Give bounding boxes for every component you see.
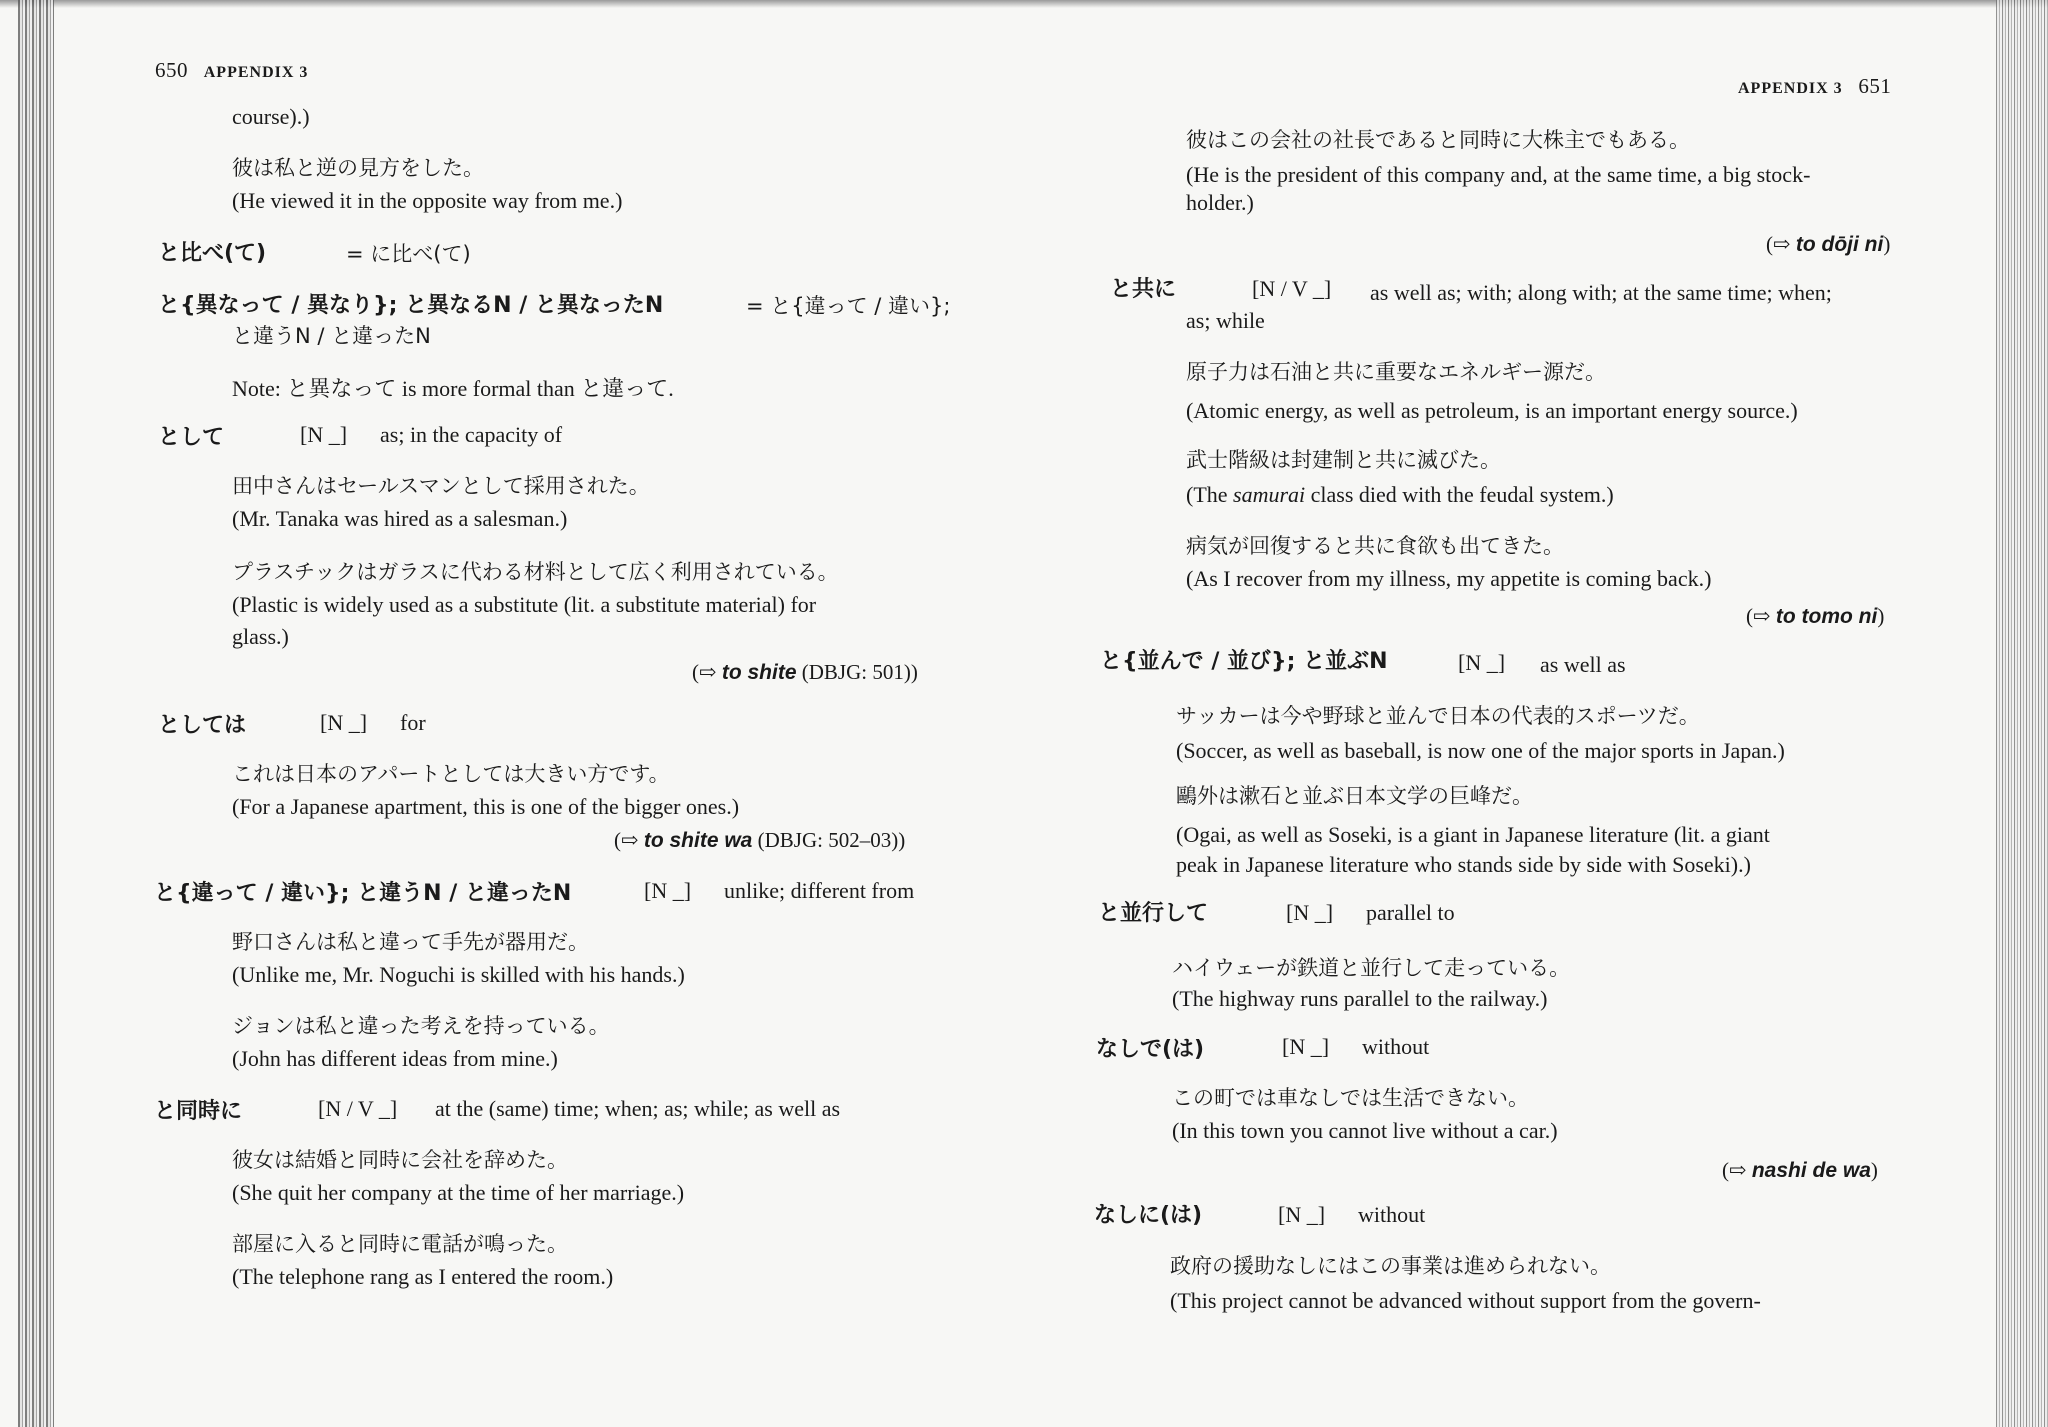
entry-gloss-narande: as well as [1540,652,1626,677]
entry-pattern-tomoni: [N / V _] [1252,276,1332,301]
top-continuation-text: course).) [232,104,310,129]
cross-reference [1766,232,1890,257]
example-jp: 彼は私と逆の見方をした。 [232,156,484,180]
example-jp: 彼女は結婚と同時に会社を辞めた。 [232,1148,568,1172]
example-en: (The telephone rang as I entered the room.) [232,1264,614,1289]
entry-head-chigatte: と{違って / 違い}; と違うN / と違ったN [154,881,572,906]
example-en: (He is the president of this company and, at the same time, a big stock- [1186,162,1811,187]
example-en: (The highway runs parallel to the railway.) [1172,986,1548,1011]
ref-rest: (DBJG: 502–03)) [752,828,906,852]
entry-head-doujini: と同時に [154,1099,243,1124]
entry-head-nashiniwa: なしに(は) [1094,1203,1203,1228]
entry-head-tomoni: と共に [1110,277,1177,302]
example-en-cont: holder.) [1186,190,1254,215]
entry-pattern-toshitewa: [N _] [320,710,368,735]
ref-romaji: to dōji ni [1795,233,1884,256]
example-jp: サッカーは今や野球と並んで日本の代表的スポーツだ。 [1176,704,1700,728]
entry-head-kurabete: と比べ(て) [158,241,267,266]
left-page-number: 650 [155,58,188,82]
entry-pattern-chigatte: [N _] [644,878,692,903]
ref-rest: ) [1877,604,1885,628]
entry-gloss-tomoni: as well as; with; along with; at the same time; when; [1370,280,1832,305]
entry-note-kotonatte: Note: と異なって is more formal than と違って. [232,376,674,401]
example-en-cont: glass.) [232,624,289,649]
entry-head-toshitewa: としては [158,713,247,738]
cross-reference [692,660,918,685]
example-en-italic: samurai [1233,482,1306,507]
ref-rest: ) [1883,232,1891,256]
left-running-head [155,58,308,83]
entry-gloss-nashidewa: without [1362,1034,1430,1059]
example-en [1186,482,1614,508]
entry-head-toshite: として [158,425,225,450]
entry-gloss-toshite: as; in the capacity of [380,422,563,447]
right-running-head [1738,74,1891,99]
entry-gloss-doujini: at the (same) time; when; as; while; as well as [435,1096,841,1121]
entry-cross-kotonatte-line2: と違うN / と違ったN [232,324,431,348]
example-en: (Plastic is widely used as a substitute (lit. a substitute material) for [232,592,817,617]
entry-head-narande: と{並んで / 並び}; と並ぶN [1100,649,1388,674]
entry-gloss-chigatte: unlike; different from [724,878,915,903]
example-jp: 政府の援助なしにはこの事業は進められない。 [1170,1254,1611,1278]
entry-head-heikoushite: と並行して [1098,901,1209,926]
entry-pattern-nashiniwa: [N _] [1278,1202,1326,1227]
entry-head-kotonatte: と{異なって / 異なり}; と異なるN / と異なったN [158,293,664,318]
left-running-head-label: APPENDIX 3 [203,64,309,81]
ref-romaji: to shite [721,661,797,684]
entry-gloss-toshitewa: for [400,710,426,735]
example-en-text: class died with the feudal system.) [1305,482,1614,507]
entry-pattern-heikoushite: [N _] [1286,900,1334,925]
cross-reference [1746,604,1884,629]
example-en: (Mr. Tanaka was hired as a salesman.) [232,506,568,531]
example-jp: 田中さんはセールスマンとして採用された。 [232,474,650,498]
example-jp: これは日本のアパートとしては大きい方です。 [232,762,670,786]
cross-reference [614,828,905,853]
ref-open: (⇨ [1722,1158,1752,1182]
entry-pattern-toshite: [N _] [300,422,348,447]
cross-reference [1722,1158,1878,1183]
entry-cross-kurabete: = に比べ(て) [346,242,471,266]
example-en: (Soccer, as well as baseball, is now one of the major sports in Japan.) [1176,738,1785,763]
entry-cross-kotonatte: = と{違って / 違い}; [746,294,951,318]
example-en: (She quit her company at the time of her marriage.) [232,1180,685,1205]
entry-pattern-doujini: [N / V _] [318,1096,398,1121]
ref-romaji: nashi de wa [1751,1159,1871,1182]
right-page-number: 651 [1858,74,1892,98]
right-running-head-label: APPENDIX 3 [1738,80,1843,97]
example-en-text: (The [1186,482,1234,507]
example-jp: 部屋に入ると同時に電話が鳴った。 [232,1232,568,1256]
ref-rest: ) [1870,1158,1878,1182]
example-en: (John has different ideas from mine.) [232,1046,558,1071]
entry-gloss-nashiniwa: without [1358,1202,1426,1227]
entry-head-nashidewa: なしで(は) [1096,1037,1205,1062]
ref-open: (⇨ [1766,232,1796,256]
example-jp: プラスチックはガラスに代わる材料として広く利用されている。 [232,560,839,584]
example-en: (In this town you cannot live without a car.) [1172,1118,1558,1143]
entry-gloss-heikoushite: parallel to [1366,900,1455,925]
example-jp: 武士階級は封建制と共に滅びた。 [1186,448,1501,472]
ref-open: (⇨ [1746,604,1776,628]
book-left-edge-shadow [18,0,54,1427]
entry-pattern-narande: [N _] [1458,650,1506,675]
ref-romaji: to tomo ni [1775,605,1878,628]
book-right-edge-shadow [1996,0,2048,1427]
example-jp: 鷗外は漱石と並ぶ日本文学の巨峰だ。 [1176,784,1533,808]
example-en: (He viewed it in the opposite way from me.) [232,188,623,213]
example-jp: 病気が回復すると共に食欲も出てきた。 [1186,534,1564,558]
ref-open: (⇨ [614,828,644,852]
example-en: (As I recover from my illness, my appetite is coming back.) [1186,566,1712,591]
example-en: (This project cannot be advanced without support from the govern- [1170,1288,1761,1313]
example-jp: 野口さんは私と違って手先が器用だ。 [232,930,589,954]
entry-pattern-nashidewa: [N _] [1282,1034,1330,1059]
ref-open: (⇨ [692,660,722,684]
ref-romaji: to shite wa [643,829,753,852]
example-en: (Atomic energy, as well as petroleum, is an important energy source.) [1186,398,1798,423]
example-jp: ハイウェーが鉄道と並行して走っている。 [1172,956,1571,980]
ref-rest: (DBJG: 501)) [796,660,918,684]
example-jp: 原子力は石油と共に重要なエネルギー源だ。 [1186,360,1606,384]
example-en: (Unlike me, Mr. Noguchi is skilled with his hands.) [232,962,685,987]
example-en: (For a Japanese apartment, this is one of the bigger ones.) [232,794,740,819]
example-en: (Ogai, as well as Soseki, is a giant in Japanese literature (lit. a giant [1176,822,1770,847]
entry-gloss-tomoni-line2: as; while [1186,308,1265,333]
example-en-cont: peak in Japanese literature who stands side by side with Soseki).) [1176,852,1751,877]
example-jp: この町では車なしでは生活できない。 [1172,1086,1529,1110]
example-jp: 彼はこの会社の社長であると同時に大株主でもある。 [1186,128,1690,152]
page-top-edge [0,0,2048,8]
example-jp: ジョンは私と違った考えを持っている。 [232,1014,610,1038]
